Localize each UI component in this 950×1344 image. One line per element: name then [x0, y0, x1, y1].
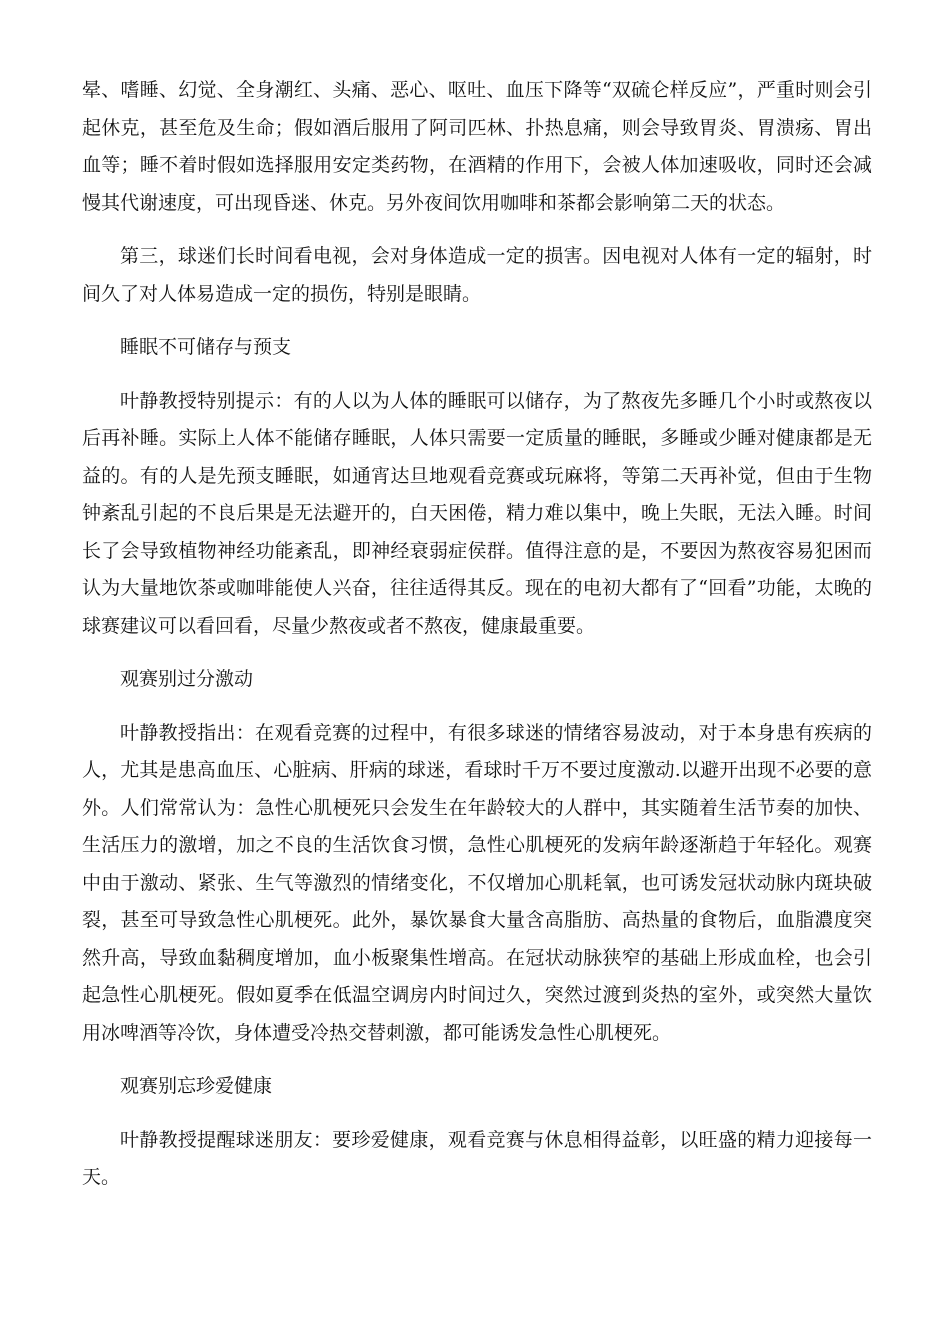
paragraph-drug-alcohol-reactions: 晕、嗜睡、幻觉、全身潮红、头痛、恶心、呕吐、血压下降等“双硫仑样反应”，严重时则会引起休克，甚至危及生命；假如酒后服用了阿司匹林、扑热息痛，则会导致胃炎、胃溃疡、胃出血等；睡不着时假如选择服用安定类药物，在酒精的作用下，会被人体加速吸收，同时还会减慢其代谢速度，可出现昏迷、休克。另外夜间饮用咖啡和茶都会影响第二天的状态。	[82, 79, 872, 214]
paragraph-heart-risk: 叶静教授指出：在观看竞赛的过程中，有很多球迷的情绪容易波动，对于本身患有疾病的人，尤其是患高血压、心脏病、肝病的球迷，看球时千万不要过度激动.以避开出现不必要的意外。人们常常认为：急性心肌梗死只会发生在年龄较大的人群中，其实随着生活节奏的加快、生活压力的激增，加之不良的生活饮食习惯，急性心肌梗死的发病年龄逐渐趋于年轻化。观赛中由于激动、紧张、生气等激烈的情绪变化，不仅增加心肌耗氧，也可诱发冠状动脉内斑块破裂，甚至可导致急性心肌梗死。此外，暴饮暴食大量含高脂肪、高热量的食物后，血脂濃度突然升高，导致血黏稠度增加，血小板聚集性增高。在冠状动脉狭窄的基础上形成血栓，也会引起急性心肌梗死。假如夏季在低温空调房内时间过久，突然过渡到炎热的室外，或突然大量饮用冰啤酒等冷饮，身体遭受冷热交替刺激，都可能诱发急性心肌梗死。	[82, 721, 872, 1044]
section-heading-cherish-health: 观赛别忘珍爱健康	[120, 1075, 273, 1097]
section-heading-overexcitement: 观赛别过分激动	[120, 668, 254, 690]
document-page	[82, 72, 872, 1197]
section-heading-sleep-storage: 睡眠不可储存与预支	[120, 336, 292, 358]
paragraph-tv-radiation: 第三，球迷们长时间看电视，会对身体造成一定的损害。因电视对人体有一定的辐射，时间久了对人体易造成一定的损伤，特别是眼睛。	[82, 245, 872, 305]
paragraph-sleep-advice: 叶静教授特别提示：有的人以为人体的睡眠可以储存，为了熬夜先多睡几个小时或熬夜以后再补睡。实际上人体不能储存睡眠，人体只需要一定质量的睡眠，多睡或少睡对健康都是无益的。有的人是先预支睡眠，如通宵达旦地观看竞赛或玩麻将，等第二天再补觉，但由于生物钟紊乱引起的不良后果是无法避开的，白天困倦，精力难以集中，晚上失眠，无法入睡。时间长了会导致植物神经功能紊乱，即神经衰弱症侯群。值得注意的是，不要因为熬夜容易犯困而认为大量地饮茶或咖啡能使人兴奋，往往适得其反。现在的电初大都有了“回看”功能，太晚的球赛建议可以看回看，尽量少熬夜或者不熬夜，健康最重要。	[82, 389, 872, 637]
paragraph-closing-advice: 叶静教授提醒球迷朋友：要珍爱健康，观看竞赛与休息相得益彰，以旺盛的精力迎接每一天。	[82, 1128, 872, 1188]
